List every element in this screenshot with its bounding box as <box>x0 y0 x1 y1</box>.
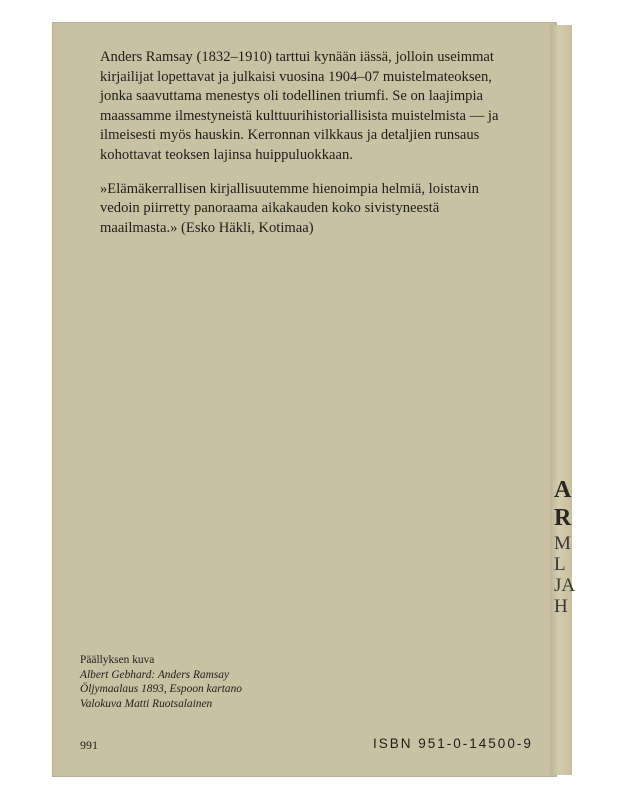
spine-letter-a: A <box>554 477 572 503</box>
back-cover-blurb <box>100 48 520 252</box>
credits-photographer: Valokuva Matti Ruotsalainen <box>80 697 213 710</box>
credits-artwork: Albert Gebhard: Anders Ramsay <box>80 668 230 681</box>
cover-image-credits <box>80 653 380 711</box>
book-spine <box>550 25 576 775</box>
isbn-number: ISBN 951-0-14500-9 <box>373 736 533 751</box>
blurb-paragraph-review-quote: »Elämäkerrallisen kirjallisuutemme hienoimpia helmiä, loistavin vedoin piirretty panoraama aikakauden koko sivistyneestä maailmasta.» (Esko Häkli, Kotimaa) <box>100 180 479 236</box>
credits-heading: Päällyksen kuva <box>80 654 155 666</box>
spine-letter-l: L <box>554 554 566 575</box>
spine-letters-ja: JA <box>554 575 576 596</box>
credits-painting-info: Öljymaalaus 1893, Espoon kartano <box>80 683 242 696</box>
spine-letter-m: M <box>554 533 571 554</box>
product-code: 991 <box>80 738 98 752</box>
spine-letter-h: H <box>554 596 568 617</box>
spine-lettering <box>554 477 576 618</box>
blurb-paragraph-description: Anders Ramsay (1832–1910) tarttui kynään iässä, jolloin useimmat kirjailijat lopettavat ja julkaisi vuosina 1904–07 muistelmateoksen, jonka saavuttama menestys oli todellinen triumfi. Se on laajimpia maassamme ilmestyneistä kulttuurihistoriallisista muistelmista — ja ilmeisesti myös hauskin. Kerronnan vilkkaus ja detaljien runsaus kohottavat teoksen lajinsa huippuluokkaan. <box>100 49 499 163</box>
spine-letter-r: R <box>554 505 572 531</box>
